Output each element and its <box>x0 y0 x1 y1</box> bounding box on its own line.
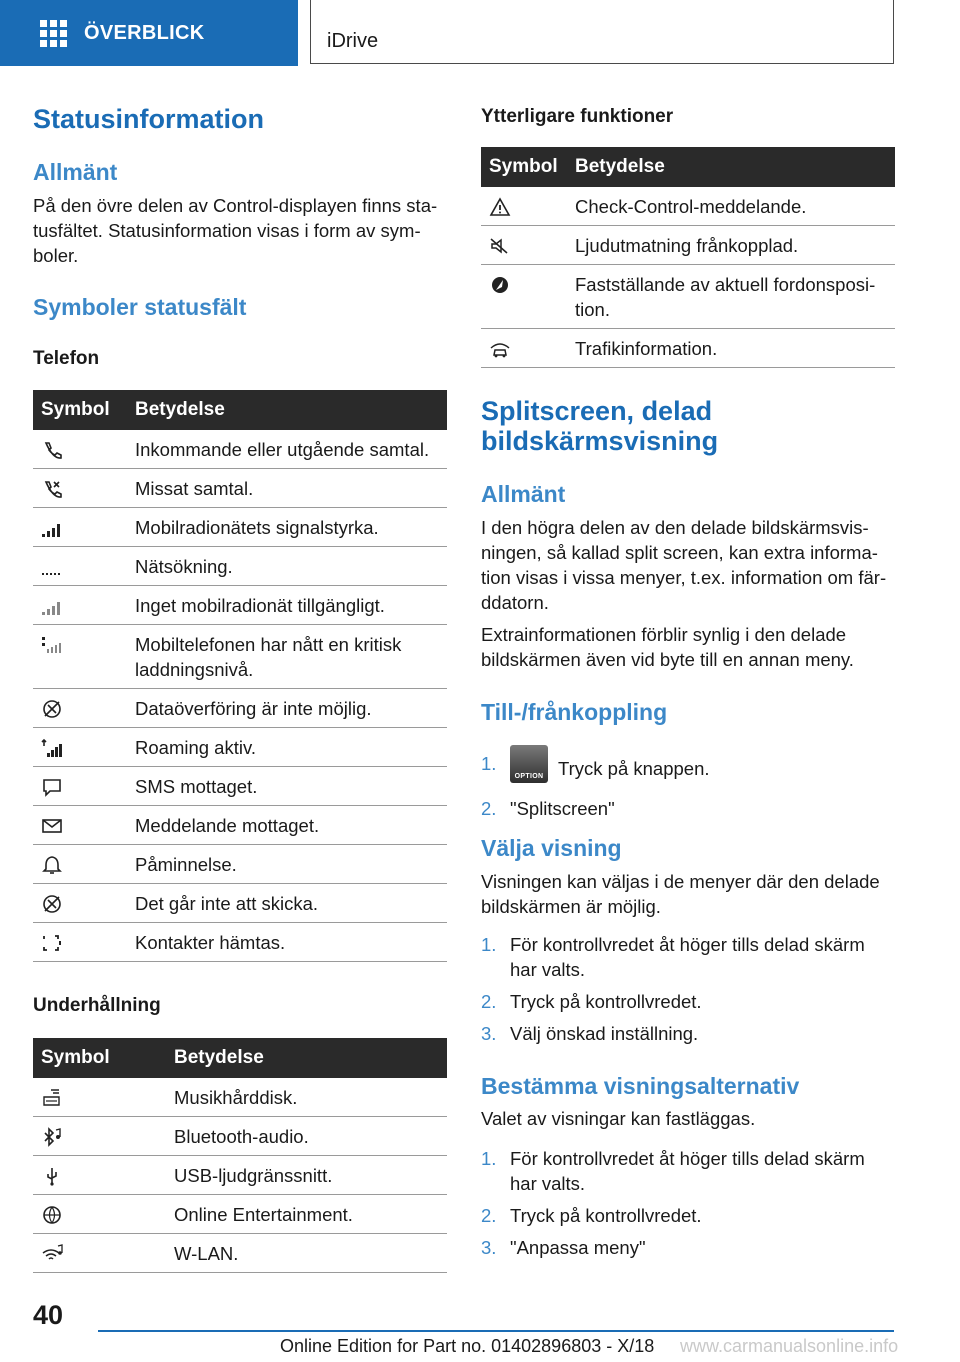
traffic-info-icon <box>489 339 511 359</box>
symbol-cell <box>33 1195 166 1234</box>
split-title: Splitscreen, delad bildskärmsvisning <box>481 396 719 456</box>
page-number: 40 <box>33 1300 64 1330</box>
missed-call-icon <box>41 479 63 499</box>
list-item <box>481 932 895 982</box>
table-row <box>33 586 447 625</box>
bell-icon <box>41 855 63 875</box>
symbol-cell <box>481 329 567 368</box>
online-entertainment-icon <box>41 1205 63 1225</box>
music-harddisk-icon <box>41 1088 63 1108</box>
meaning-cell: Inget mobilradionät tillgängligt. <box>127 586 447 625</box>
option-button-icon: OPTION <box>510 745 548 783</box>
split-general-p2: Extrainformationen förblir synlig i den delade bildskärmen även vid byte till en annan meny. <box>481 624 854 670</box>
symbol-cell <box>33 508 127 547</box>
general-heading: Allmänt <box>33 159 118 185</box>
phone-icon <box>41 440 63 460</box>
symbol-cell <box>481 226 567 265</box>
meaning-cell: USB-ljudgränssnitt. <box>166 1156 447 1195</box>
list-item <box>481 1203 895 1228</box>
extra-symbol-table <box>481 147 895 368</box>
symbol-cell <box>33 547 127 586</box>
step-number: 3. <box>481 1237 497 1258</box>
table-row <box>481 187 895 226</box>
entertainment-heading: Underhållning <box>33 995 161 1016</box>
step-text: Tryck på kontrollvredet. <box>510 1205 702 1226</box>
select-text: Visningen kan väljas i de menyer där den delade bildskärmen är möjlig. <box>481 871 880 917</box>
symbol-cell <box>33 845 127 884</box>
list-item <box>481 1146 895 1196</box>
step-number: 3. <box>481 1023 497 1044</box>
contacts-icon <box>41 933 63 953</box>
warning-icon <box>489 197 511 217</box>
meaning-cell: Trafikinformation. <box>567 329 895 368</box>
alt-steps <box>481 1146 895 1267</box>
meaning-cell: Bluetooth-audio. <box>166 1117 447 1156</box>
table-row <box>33 689 447 728</box>
low-battery-signal-icon <box>41 635 63 655</box>
phone-symbol-table <box>33 390 447 962</box>
signal-strength-icon <box>41 518 63 538</box>
table-row <box>33 1156 447 1195</box>
table-row <box>481 265 895 329</box>
meaning-cell: Nätsökning. <box>127 547 447 586</box>
table-row <box>33 469 447 508</box>
symbol-cell <box>33 728 127 767</box>
table-row <box>33 806 447 845</box>
symbols-heading: Symboler statusfält <box>33 294 247 320</box>
roaming-icon <box>41 738 63 758</box>
position-icon <box>489 275 511 295</box>
step-text: Tryck på kontrollvredet. <box>510 991 702 1012</box>
step-number: 1. <box>481 1148 497 1169</box>
meaning-cell: Meddelande mottaget. <box>127 806 447 845</box>
select-heading: Välja visning <box>481 835 622 861</box>
meaning-cell: Mobiltelefonen har nått en kritisk laddningsnivå. <box>127 625 447 689</box>
meaning-cell: Inkommande eller utgående samtal. <box>127 430 447 469</box>
meaning-cell: Ljudutmatning frånkopplad. <box>567 226 895 265</box>
meaning-cell: Fastställande av aktuell fordonsposition. <box>567 265 895 329</box>
symbol-cell <box>33 430 127 469</box>
symbol-cell <box>33 1078 166 1117</box>
symbol-cell <box>33 884 127 923</box>
meaning-cell: Missat samtal. <box>127 469 447 508</box>
list-item <box>481 751 895 789</box>
meaning-cell: Mobilradionätets signalstyrka. <box>127 508 447 547</box>
entertainment-symbol-table <box>33 1038 447 1273</box>
step-number: 2. <box>481 798 497 819</box>
network-search-icon <box>41 557 63 577</box>
mail-icon <box>41 816 63 836</box>
col-meaning-header: Betydelse <box>127 390 447 430</box>
toggle-steps <box>481 751 895 828</box>
meaning-cell: Check-Control-meddelande. <box>567 187 895 226</box>
meaning-cell: Roaming aktiv. <box>127 728 447 767</box>
watermark: www.carmanualsonline.info <box>680 1336 899 1356</box>
meaning-cell: Dataöverföring är inte möjlig. <box>127 689 447 728</box>
table-row <box>33 923 447 962</box>
col-meaning-header: Betydelse <box>166 1038 447 1078</box>
table-row <box>33 1195 447 1234</box>
table-row <box>33 508 447 547</box>
page-header <box>0 0 960 66</box>
list-item <box>481 1021 895 1046</box>
no-signal-icon <box>41 596 63 616</box>
symbol-cell <box>481 187 567 226</box>
symbol-cell <box>33 625 127 689</box>
step-text: "Splitscreen" <box>510 798 615 819</box>
table-row <box>33 430 447 469</box>
step-text: "Anpassa meny" <box>510 1237 646 1258</box>
step-text: För kontrollvredet åt höger tills delad skärm har valts. <box>510 934 865 980</box>
no-data-icon <box>41 699 63 719</box>
edition-text: Online Edition for Part no. 01402896803 - X/18 <box>280 1336 655 1356</box>
split-general-p1: I den högra delen av den delade bildskärmsvisningen, så kallad split screen, kan extra information visas i vissa menyer, t.ex. information om färddatorn. <box>481 517 887 613</box>
select-steps <box>481 932 895 1053</box>
table-row <box>33 1078 447 1117</box>
meaning-cell: Musikhårddisk. <box>166 1078 447 1117</box>
chapter-tab[interactable] <box>310 0 894 64</box>
meaning-cell: Det går inte att skicka. <box>127 884 447 923</box>
table-row <box>33 767 447 806</box>
toggle-heading: Till-/frånkoppling <box>481 699 668 725</box>
step-text: Tryck på knappen. <box>558 757 710 779</box>
footer-divider <box>98 1330 894 1332</box>
step-number: 2. <box>481 991 497 1012</box>
table-row <box>33 1234 447 1273</box>
alt-heading: Bestämma visningsalternativ <box>481 1073 800 1099</box>
step-text: För kontrollvredet åt höger tills delad skärm har valts. <box>510 1148 865 1194</box>
grid-icon <box>40 20 66 46</box>
symbol-cell <box>33 1156 166 1195</box>
sms-icon <box>41 777 63 797</box>
chapter-tab-label: iDrive <box>327 30 379 52</box>
bluetooth-audio-icon <box>41 1127 63 1147</box>
section-tab-label: ÖVERBLICK <box>84 21 205 44</box>
meaning-cell: SMS mottaget. <box>127 767 447 806</box>
usb-icon <box>41 1166 63 1186</box>
col-symbol-header: Symbol <box>33 390 127 430</box>
step-number: 1. <box>481 934 497 955</box>
meaning-cell: Kontakter hämtas. <box>127 923 447 962</box>
section-tab[interactable] <box>0 0 298 66</box>
table-row <box>33 625 447 689</box>
page-title: Statusinformation <box>33 104 265 134</box>
extra-functions-heading: Ytterligare funktioner <box>481 106 674 127</box>
symbol-cell <box>33 767 127 806</box>
symbol-cell <box>481 265 567 329</box>
symbol-cell <box>33 1234 166 1273</box>
symbol-cell <box>33 689 127 728</box>
alt-text: Valet av visningar kan fastläggas. <box>481 1108 756 1129</box>
phone-heading: Telefon <box>33 348 100 369</box>
symbol-cell <box>33 806 127 845</box>
meaning-cell: W-LAN. <box>166 1234 447 1273</box>
symbol-cell <box>33 469 127 508</box>
table-row <box>33 884 447 923</box>
step-text: Välj önskad inställning. <box>510 1023 699 1044</box>
col-symbol-header: Symbol <box>481 147 567 187</box>
table-row <box>33 547 447 586</box>
table-row <box>33 728 447 767</box>
col-meaning-header: Betydelse <box>567 147 895 187</box>
list-item <box>481 1235 895 1260</box>
meaning-cell: Påminnelse. <box>127 845 447 884</box>
step-number: 2. <box>481 1205 497 1226</box>
meaning-cell: Online Entertainment. <box>166 1195 447 1234</box>
list-item <box>481 796 895 821</box>
general-text: På den övre delen av Control-displayen finns statusfältet. Statusinformation visas i form av symboler. <box>33 195 438 266</box>
table-row <box>481 329 895 368</box>
step-number: 1. <box>481 753 497 774</box>
symbol-cell <box>33 923 127 962</box>
table-row <box>33 1117 447 1156</box>
list-item <box>481 989 895 1014</box>
symbol-cell <box>33 1117 166 1156</box>
table-row <box>481 226 895 265</box>
col-symbol-header: Symbol <box>33 1038 166 1078</box>
split-general-heading: Allmänt <box>481 481 566 507</box>
send-failed-icon <box>41 894 63 914</box>
mute-icon <box>489 236 511 256</box>
wlan-icon <box>41 1244 63 1264</box>
table-row <box>33 845 447 884</box>
symbol-cell <box>33 586 127 625</box>
